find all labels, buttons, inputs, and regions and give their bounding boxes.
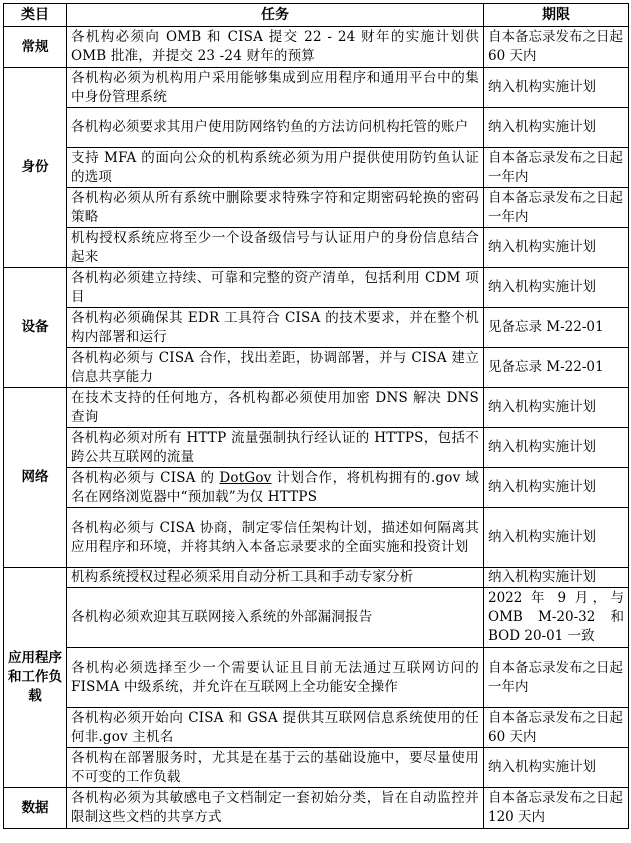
deadline-cell: 自本备忘录发布之日起 120 天内 [484,788,629,829]
category-data: 数据 [4,788,67,829]
table-row [4,508,629,568]
task-cell: 各机构在部署服务时，尤其是在基于云的基础设施中，要尽量使用不可变的工作负载 [67,748,484,788]
task-cell: 各机构必须选择至少一个需要认证且目前无法通过互联网访问的 FISMA 中级系统，并允许在互联网上全功能安全操作 [67,648,484,708]
task-cell: 各机构必须确保其 EDR 工具符合 CISA 的技术要求，并在整个机构内部署和运行 [67,308,484,348]
deadline-cell: 纳入机构实施计划 [484,228,629,268]
task-cell: 各机构必须要求其用户使用防网络钓鱼的方法访问机构托管的账户 [67,108,484,148]
task-text: 各机构必须与 CISA 的 [71,469,220,486]
deadline-cell: 自本备忘录发布之日起一年内 [484,648,629,708]
task-cell: 各机构必须与 CISA 合作，找出差距，协调部署，并与 CISA 建立信息共享能力 [67,348,484,388]
deadline-cell: 自本备忘录发布之日起一年内 [484,148,629,188]
task-cell: 各机构必须建立持续、可靠和完整的资产清单，包括利用 CDM 项目 [67,268,484,308]
deadline-cell: 纳入机构实施计划 [484,268,629,308]
task-cell: 机构系统授权过程必须采用自动分析工具和手动专家分析 [67,568,484,588]
header-row [4,4,629,27]
table-row [4,68,629,108]
table-row [4,428,629,468]
table-row [4,348,629,388]
table-row [4,308,629,348]
deadline-cell: 纳入机构实施计划 [484,388,629,428]
deadline-cell: 自本备忘录发布之日起 60 天内 [484,708,629,748]
task-cell [67,468,484,508]
table-row [4,148,629,188]
table-row [4,108,629,148]
table-row [4,588,629,648]
header-deadline: 期限 [484,4,629,27]
category-identity: 身份 [4,68,67,268]
table-row [4,388,629,428]
category-network: 网络 [4,388,67,568]
deadline-cell: 纳入机构实施计划 [484,428,629,468]
task-cell: 各机构必须与 CISA 协商，制定零信任架构计划，描述如何隔离其应用程序和环境，并将其纳入本备忘录要求的全面实施和投资计划 [67,508,484,568]
table-row [4,568,629,588]
task-cell: 各机构必须欢迎其互联网接入系统的外部漏洞报告 [67,588,484,648]
header-task: 任务 [67,4,484,27]
table-row [4,188,629,228]
deadline-cell: 2022 年 9 月，与 OMB M-20-32 和 BOD 20-01 一致 [484,588,629,648]
task-cell: 各机构必须开始向 CISA 和 GSA 提供其互联网信息系统使用的任何非.gov 主机名 [67,708,484,748]
deadline-cell: 见备忘录 M-22-01 [484,348,629,388]
table-row [4,468,629,508]
deadline-cell: 自本备忘录发布之日起 60 天内 [484,27,629,68]
category-apps-workloads: 应用程序和工作负载 [4,568,67,788]
deadline-cell: 纳入机构实施计划 [484,508,629,568]
category-devices: 设备 [4,268,67,388]
requirements-table [3,3,629,829]
deadline-cell: 纳入机构实施计划 [484,108,629,148]
task-text: 计划合作，将机构拥有的.gov 域名在网络浏览器中“预加载”为仅 HTTPS [71,469,479,505]
task-cell: 各机构必须为其敏感电子文档制定一套初始分类，旨在自动监控并限制这些文档的共享方式 [67,788,484,829]
deadline-cell: 见备忘录 M-22-01 [484,308,629,348]
task-cell: 各机构必须对所有 HTTP 流量强制执行经认证的 HTTPS，包括不跨公共互联网的流量 [67,428,484,468]
header-category: 类目 [4,4,67,27]
deadline-cell: 纳入机构实施计划 [484,68,629,108]
deadline-cell: 纳入机构实施计划 [484,468,629,508]
category-general: 常规 [4,27,67,68]
table-row [4,268,629,308]
table-row [4,27,629,68]
deadline-cell: 纳入机构实施计划 [484,568,629,588]
task-cell: 各机构必须从所有系统中删除要求特殊字符和定期密码轮换的密码策略 [67,188,484,228]
deadline-cell: 自本备忘录发布之日起一年内 [484,188,629,228]
table-row [4,788,629,829]
task-cell: 各机构必须向 OMB 和 CISA 提交 22 - 24 财年的实施计划供 OMB 批准，并提交 23 -24 财年的预算 [67,27,484,68]
task-cell: 支持 MFA 的面向公众的机构系统必须为用户提供使用防钓鱼认证的选项 [67,148,484,188]
table-row [4,748,629,788]
table-row [4,228,629,268]
table-row [4,708,629,748]
task-cell: 各机构必须为机构用户采用能够集成到应用程序和通用平台中的集中身份管理系统 [67,68,484,108]
table-row [4,648,629,708]
deadline-cell: 纳入机构实施计划 [484,748,629,788]
task-cell: 机构授权系统应将至少一个设备级信号与认证用户的身份信息结合起来 [67,228,484,268]
task-cell: 在技术支持的任何地方，各机构都必须使用加密 DNS 解决 DNS 查询 [67,388,484,428]
dotgov-link[interactable]: DotGov [219,469,272,486]
